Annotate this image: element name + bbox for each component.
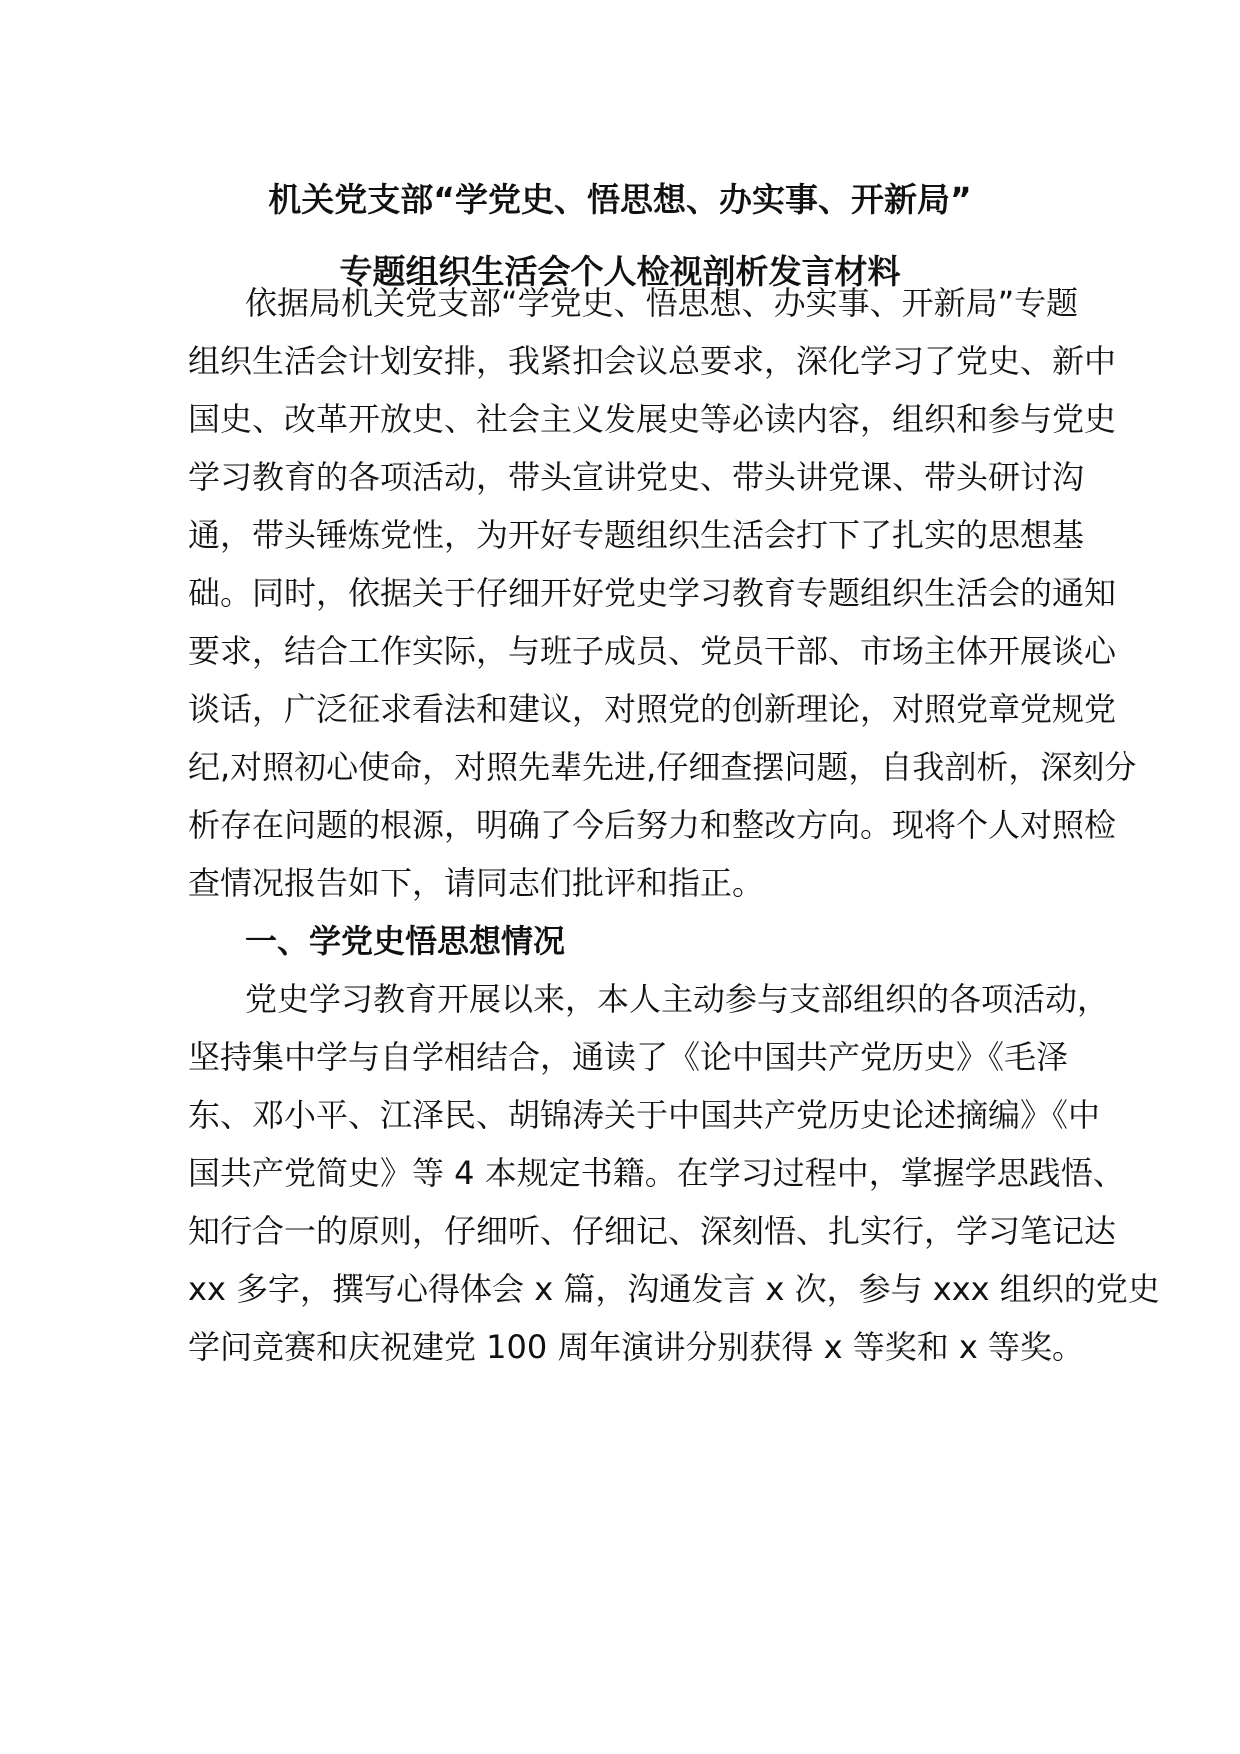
paragraph-2-line: xx 多字，撰写心得体会 x 篇，沟通发言 x 次，参与 xxx 组织的党史: [188, 1270, 1160, 1308]
paragraph-2-line: 知行合一的原则，仔细听、仔细记、深刻悟、扎实行，学习笔记达: [188, 1212, 1117, 1250]
paragraph-1-line: 查情况报告如下，请同志们批评和指正。: [188, 864, 765, 902]
paragraph-2-line: 学问竞赛和庆祝建党 100 周年演讲分别获得 x 等奖和 x 等奖。: [188, 1328, 1084, 1366]
paragraph-2-line: 东、邓小平、江泽民、胡锦涛关于中国共产党历史论述摘编》《中: [188, 1096, 1101, 1134]
paragraph-1-line: 国史、改革开放史、社会主义发展史等必读内容，组织和参与党史: [188, 400, 1117, 438]
paragraph-1-line: 学习教育的各项活动，带头宣讲党史、带头讲党课、带头研讨沟: [188, 458, 1085, 496]
section-1-heading: 一、学党史悟思想情况: [245, 922, 566, 960]
paragraph-2-line: 国共产党简史》等 4 本规定书籍。在学习过程中，掌握学思践悟、: [188, 1154, 1125, 1192]
paragraph-1-line: 组织生活会计划安排，我紧扣会议总要求，深化学习了党史、新中: [188, 342, 1117, 380]
paragraph-2-line: 坚持集中学与自学相结合，通读了《论中国共产党历史》《毛泽: [188, 1038, 1069, 1076]
paragraph-1-line: 础。同时，依据关于仔细开好党史学习教育专题组织生活会的通知: [188, 574, 1117, 612]
paragraph-1-line: 要求，结合工作实际，与班子成员、党员干部、市场主体开展谈心: [188, 632, 1117, 670]
paragraph-1-line: 通，带头锤炼党性，为开好专题组织生活会打下了扎实的思想基: [188, 516, 1085, 554]
paragraph-2-line: 党史学习教育开展以来，本人主动参与支部组织的各项活动，: [245, 980, 1110, 1018]
document-title-line-1: 机关党支部“学党史、悟思想、办实事、开新局”: [268, 180, 972, 219]
document-title-line-2: 专题组织生活会个人检视剖析发言材料: [339, 252, 901, 291]
paragraph-1-line: 谈话，广泛征求看法和建议，对照党的创新理论，对照党章党规党: [188, 690, 1117, 728]
paragraph-1-line: 纪,对照初心使命，对照先辈先进,仔细查摆问题，自我剖析，深刻分: [188, 748, 1137, 786]
paragraph-1-line: 依据局机关党支部“学党史、悟思想、办实事、开新局”专题: [245, 284, 1079, 322]
paragraph-1-line: 析存在问题的根源，明确了今后努力和整改方向。现将个人对照检: [188, 806, 1117, 844]
